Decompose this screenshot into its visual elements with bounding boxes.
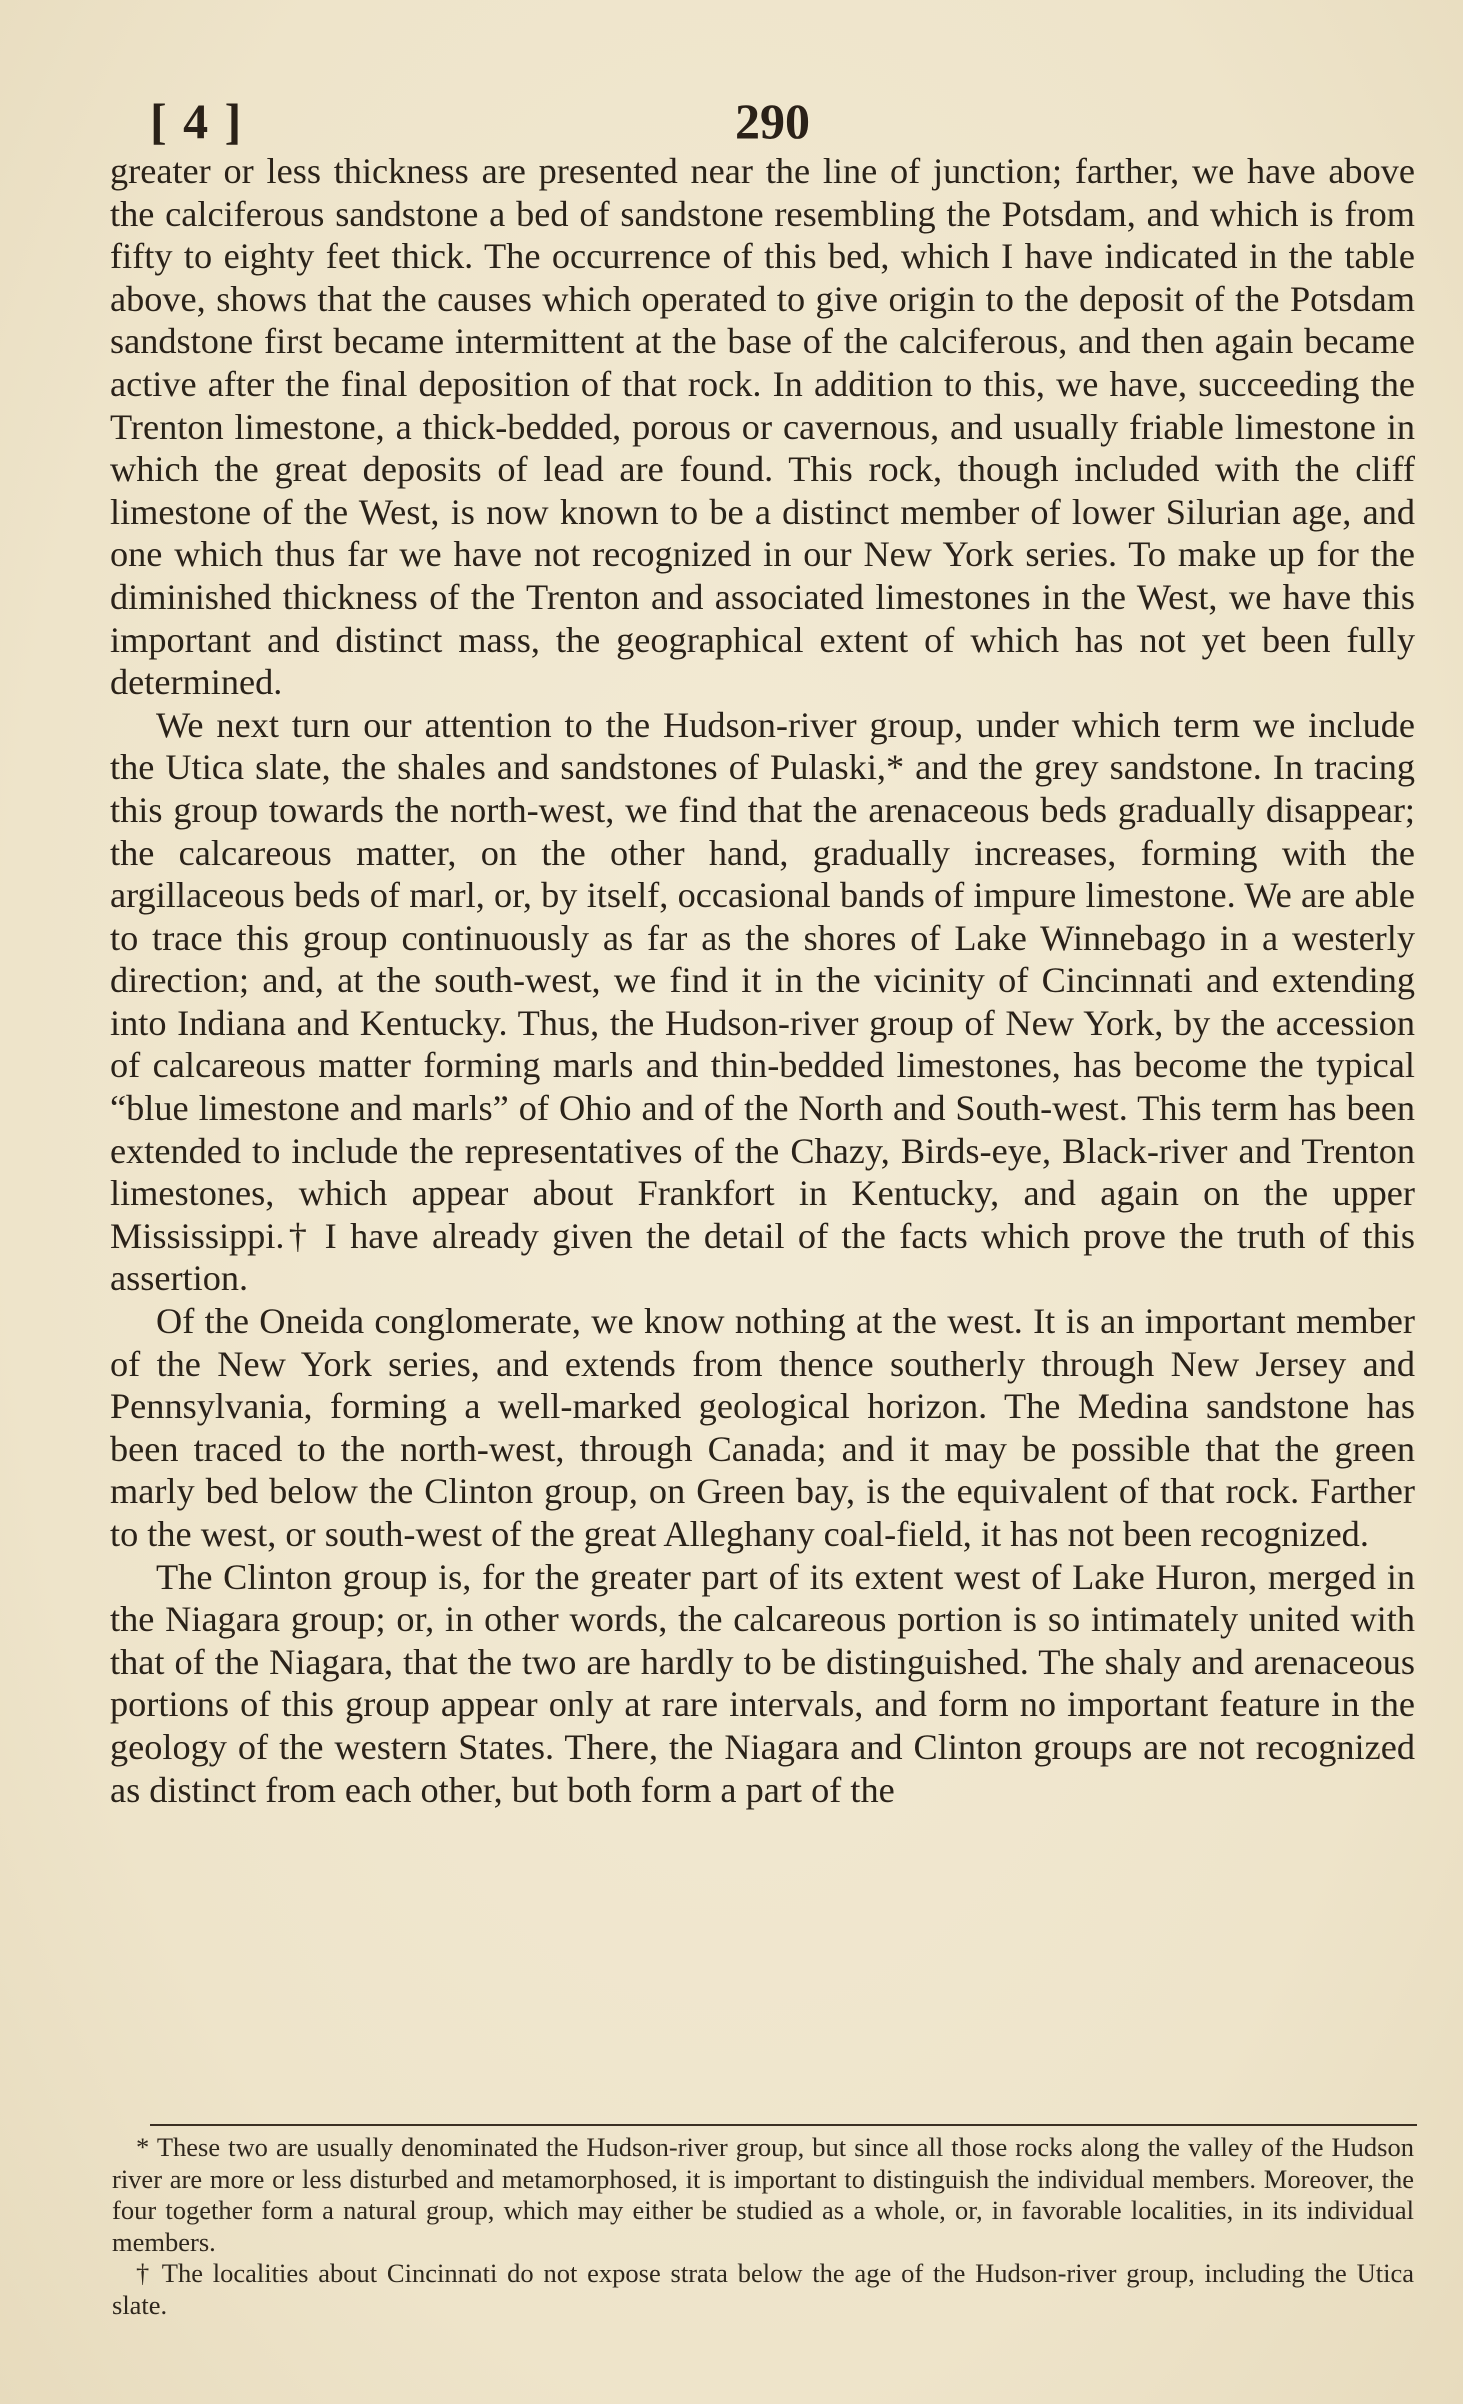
page-number: 290 bbox=[735, 93, 810, 149]
footnotes bbox=[112, 2132, 1414, 2322]
page-reference: [ 4 ] bbox=[150, 93, 244, 149]
footnote-dagger: † The localities about Cincinnati do not expose strata below the age of the Hudson-river group, including the Utica slate. bbox=[112, 2258, 1414, 2320]
footnote-divider bbox=[150, 2124, 1417, 2126]
paragraph-hudson-river-group: We next turn our attention to the Hudson-river group, under which term we include the Utica slate, the shales and sandstones of Pulaski,* and the grey sandstone. In tracing this group towards the north-west, we find that the arenaceous beds gradually disappear; the calcareous matter, on the other hand, gradually increases, forming with the argillaceous beds of marl, or, by itself, occasional bands of impure limestone. We are able to trace this group continuously as far as the shores of Lake Winnebago in a westerly direction; and, at the south-west, we find it in the vicinity of Cincinnati and extending into Indiana and Kentucky. Thus, the Hudson-river group of New York, by the accession of calcareous matter forming marls and thin-bedded limestones, has become the typical “blue limestone and marls” of Ohio and of the North and South-west. This term has been extended to include the representatives of the Chazy, Birds-eye, Black-river and Trenton limestones, which appear about Frankfort in Kentucky, and again on the upper Mississippi.† I have already given the detail of the facts which prove the truth of this assertion. bbox=[110, 704, 1415, 1299]
body-text bbox=[110, 150, 1415, 1811]
page-header bbox=[150, 92, 850, 152]
footnote-asterisk: * These two are usually denominated the Hudson-river group, but since all those rocks along the valley of the Hudson river are more or less disturbed and metamorphosed, it is important to distinguish the individual members. Moreover, the four together form a natural group, which may either be studied as a whole, or, in favorable localities, in its individual members. bbox=[112, 2132, 1414, 2257]
paragraph-clinton-group: The Clinton group is, for the greater part of its extent west of Lake Huron, merged in the Niagara group; or, in other words, the calcareous portion is so intimately united with that of the Niagara, that the two are hardly to be distinguished. The shaly and arenaceous portions of this group appear only at rare intervals, and form no important feature in the geology of the western States. There, the Niagara and Clinton groups are not recognized as distinct from each other, but both form a part of the bbox=[110, 1556, 1415, 1810]
paragraph-continuation: greater or less thickness are presented near the line of junction; farther, we have above the calciferous sandstone a bed of sandstone resembling the Potsdam, and which is from fifty to eighty feet thick. The occurrence of this bed, which I have indicated in the table above, shows that the causes which operated to give origin to the deposit of the Potsdam sandstone first became intermittent at the base of the calciferous, and then again became active after the final deposition of that rock. In addition to this, we have, succeeding the Trenton limestone, a thick-bedded, porous or cavernous, and usually friable limestone in which the great deposits of lead are found. This rock, though included with the cliff limestone of the West, is now known to be a distinct member of lower Silurian age, and one which thus far we have not recognized in our New York series. To make up for the diminished thickness of the Trenton and associated limestones in the West, we have this important and distinct mass, the geographical extent of which has not yet been fully determined. bbox=[110, 151, 1415, 703]
paragraph-oneida-conglomerate: Of the Oneida conglomerate, we know nothing at the west. It is an important member of the New York series, and extends from thence southerly through New Jersey and Pennsylvania, forming a well-marked geological horizon. The Medina sandstone has been traced to the north-west, through Canada; and it may be possible that the green marly bed below the Clinton group, on Green bay, is the equivalent of that rock. Farther to the west, or south-west of the great Alleghany coal-field, it has not been recognized. bbox=[110, 1301, 1415, 1554]
